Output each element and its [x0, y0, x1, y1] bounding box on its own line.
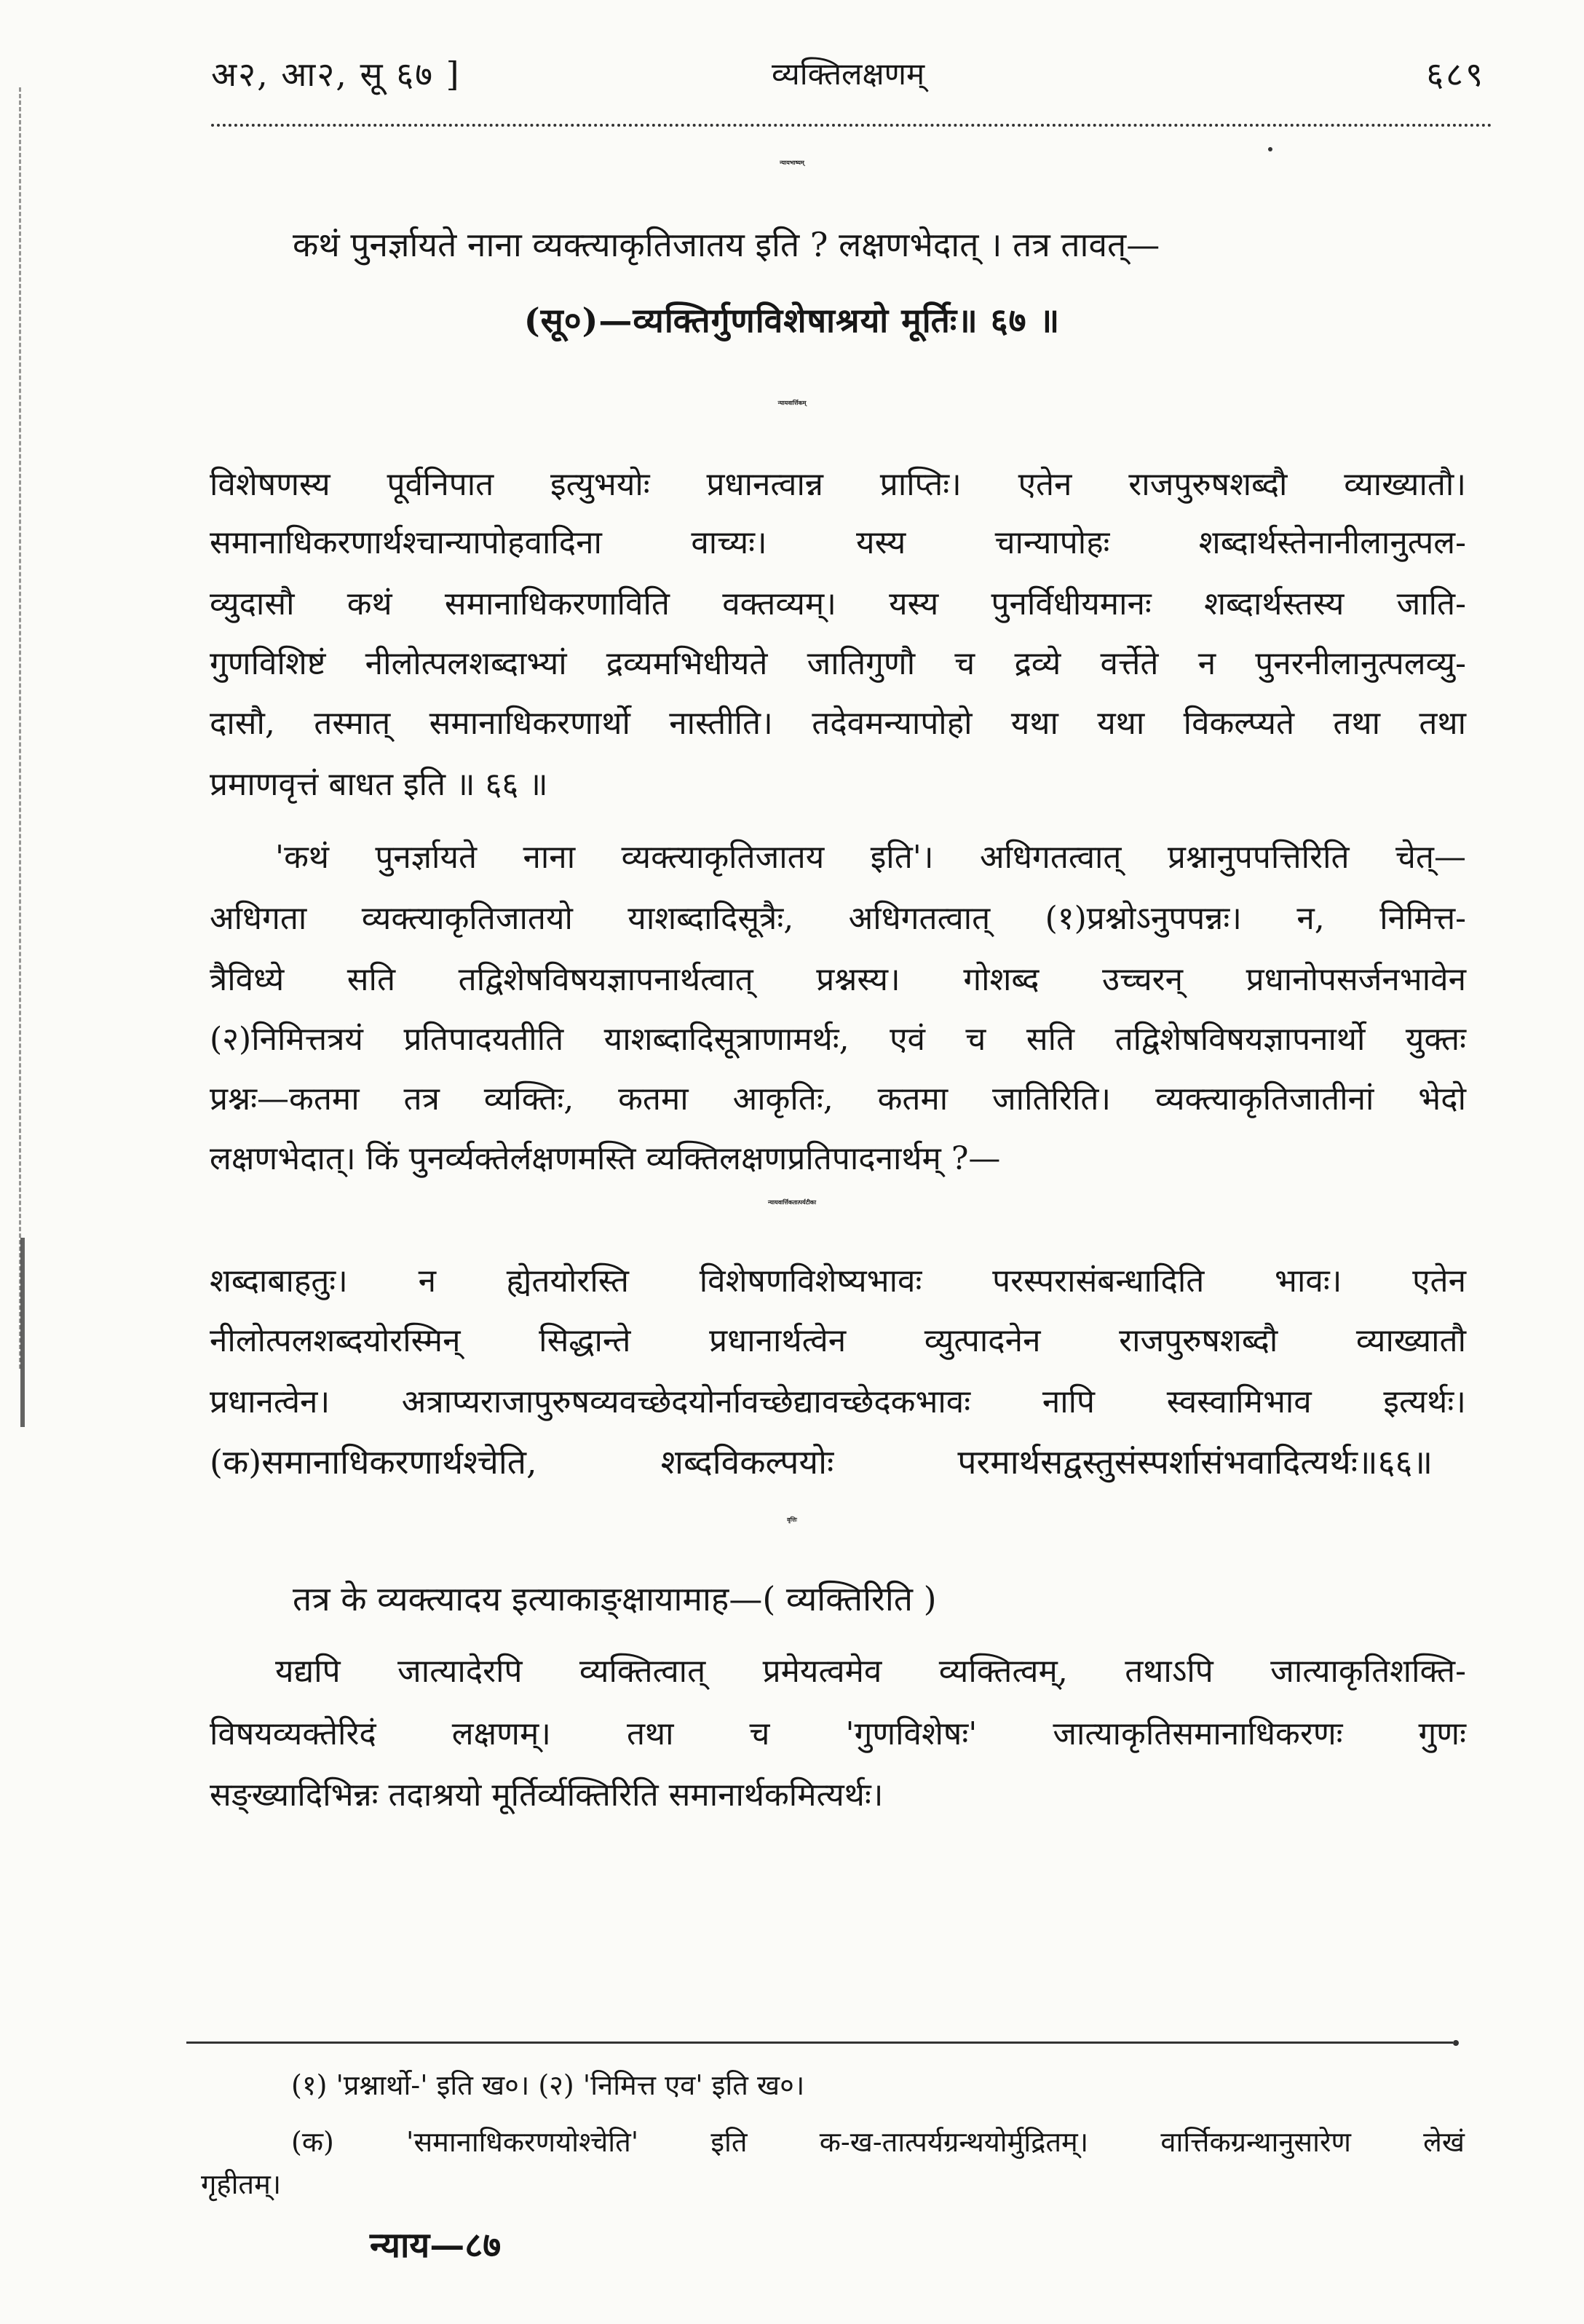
vartika-line: त्रैविध्ये सति तद्विशेषविषयज्ञापनार्थत्वात् प्रश्नस्य। गोशब्द उच्चरन् प्रधानोपसर्जनभावेन — [210, 961, 1466, 998]
binding-mark — [20, 1238, 25, 1427]
tatparya-line: (क)समानाधिकरणार्थश्चेति, शब्दविकल्पयोः परमार्थसद्वस्तुसंस्पर्शासंभवादित्यर्थः॥६६॥ — [210, 1442, 1433, 1482]
vartika-line: अधिगता व्यक्त्याकृतिजातयो याशब्दादिसूत्रैः, अधिगतत्वात् (१)प्रश्नोऽनुपपन्नः। न, निमित्त- — [210, 900, 1466, 937]
page-number: ६८९ — [1426, 55, 1485, 94]
vritti-line: विषयव्यक्तेरिदं लक्षणम्। तथा च 'गुणविशेषः' जात्याकृतिसमानाधिकरणः गुणः — [210, 1715, 1466, 1752]
vartika-line: व्युदासौ कथं समानाधिकरणाविति वक्तव्यम्। यस्य पुनर्विधीयमानः शब्दार्थस्तस्य जाति- — [210, 585, 1466, 622]
tatparya-line: शब्दाबाहतुः। न ह्येतयोरस्ति विशेषणविशेष्यभावः परस्परासंबन्धादिति भावः। एतेन — [210, 1262, 1466, 1300]
binding-edge — [19, 87, 31, 1369]
vartika-line: गुणविशिष्टं नीलोत्पलशब्दाभ्यां द्रव्यमभिधीयते जातिगुणौ च द्रव्ये वर्त्तेते न पुनरनीलानुत्पलव्यु- — [210, 645, 1466, 682]
bhashya-intro: कथं पुनर्ज्ञायते नाना व्यक्त्याकृतिजातय इति ? लक्षणभेदात् । तत्र तावत्— — [293, 225, 1160, 264]
vartika-line: समानाधिकरणार्थश्चान्यापोहवादिना वाच्यः। यस्य चान्यापोहः शब्दार्थस्तेनानीलानुत्पल- — [210, 524, 1466, 561]
print-speck — [1453, 2040, 1459, 2046]
header-reference: अ२, आ२, सू ६७ ] — [211, 55, 461, 94]
footnote-rule — [186, 2042, 1453, 2044]
print-speck — [1268, 147, 1272, 151]
tatparya-line: नीलोत्पलशब्दयोरस्मिन् सिद्धान्ते प्रधानार्थत्वेन व्युत्पादनेन राजपुरुषशब्दौ व्याख्यातौ — [210, 1322, 1466, 1359]
tatparya-line: प्रधानत्वेन। अत्राप्यराजापुरुषव्यवच्छेदयोर्नावच्छेद्यावच्छेदकभावः नापि स्वस्वामिभाव इत्यर्थः। — [210, 1383, 1466, 1420]
vartika-line: विशेषणस्य पूर्वनिपात इत्युभयोः प्रधानत्वान्न प्राप्तिः। एतेन राजपुरुषशब्दौ व्याख्यातौ। — [210, 466, 1466, 503]
vritti-line: सङ्ख्यादिभिन्नः तदाश्रयो मूर्तिर्व्यक्तिरिति समानार्थकमित्यर्थः। — [210, 1776, 884, 1814]
vartika-line: (२)निमित्तत्रयं प्रतिपादयतीति याशब्दादिसूत्राणामर्थः, एवं च सति तद्विशेषविषयज्ञापनार्थो युक्तः — [210, 1021, 1466, 1058]
bhashya-heading: न्यायभाष्यम् — [780, 159, 804, 166]
sutra-67: (सू०)—व्यक्तिर्गुणविशेषाश्रयो मूर्तिः॥ ६७ ॥ — [523, 301, 1061, 340]
signature-mark: न्याय—८७ — [370, 2225, 502, 2266]
vartika-line: प्रमाणवृत्तं बाधत इति ॥ ६६ ॥ — [210, 766, 548, 803]
header-rule — [211, 118, 1492, 127]
vartika-line: दासौ, तस्मात् समानाधिकरणार्थो नास्तीति। तदेवमन्यापोहो यथा यथा विकल्प्यते तथा तथा — [210, 705, 1466, 742]
footnote-1-2: (१) 'प्रश्नार्थो-' इति ख०। (२) 'निमित्त एव' इति ख०। — [291, 2069, 805, 2101]
vritti-heading: वृत्तिः — [787, 1516, 797, 1523]
header-title: व्यक्तिलक्षणम् — [772, 56, 925, 92]
vartika-line: प्रश्नः—कतमा तत्र व्यक्तिः, कतमा आकृतिः, कतमा जातिरिति। व्यक्त्याकृतिजातीनां भेदो — [210, 1080, 1466, 1118]
vritti-line: यद्यपि जात्यादेरपि व्यक्तित्वात् प्रमेयत्वमेव व्यक्तित्वम्, तथाऽपि जात्याकृतिशक्ति- — [275, 1653, 1466, 1690]
footnote-ka: (क) 'समानाधिकरणयोश्चेति' इति क-ख-तात्पर्यग्रन्थयोर्मुद्रितम्। वार्त्तिकग्रन्थानुसारेण लेखं — [291, 2126, 1465, 2158]
vartika-heading: न्यायवार्त्तिकम् — [777, 399, 807, 406]
vartika-line: लक्षणभेदात्। किं पुनर्व्यक्तेर्लक्षणमस्ति व्यक्तिलक्षणप्रतिपादनार्थम् ?— — [210, 1140, 1001, 1177]
tatparya-heading: न्यायवार्त्तिकतात्पर्यटीका — [767, 1198, 817, 1206]
footnote-ka-continued: गृहीतम्। — [201, 2168, 282, 2200]
vartika-line: 'कथं पुनर्ज्ञायते नाना व्यक्त्याकृतिजातय इति'। अधिगतत्वात् प्रश्नानुपपत्तिरिति चेत्— — [275, 839, 1466, 876]
running-header — [211, 45, 1485, 103]
vritti-intro: तत्र के व्यक्त्यादय इत्याकाङ्क्षायामाह—( व्यक्तिरिति ) — [293, 1579, 937, 1618]
